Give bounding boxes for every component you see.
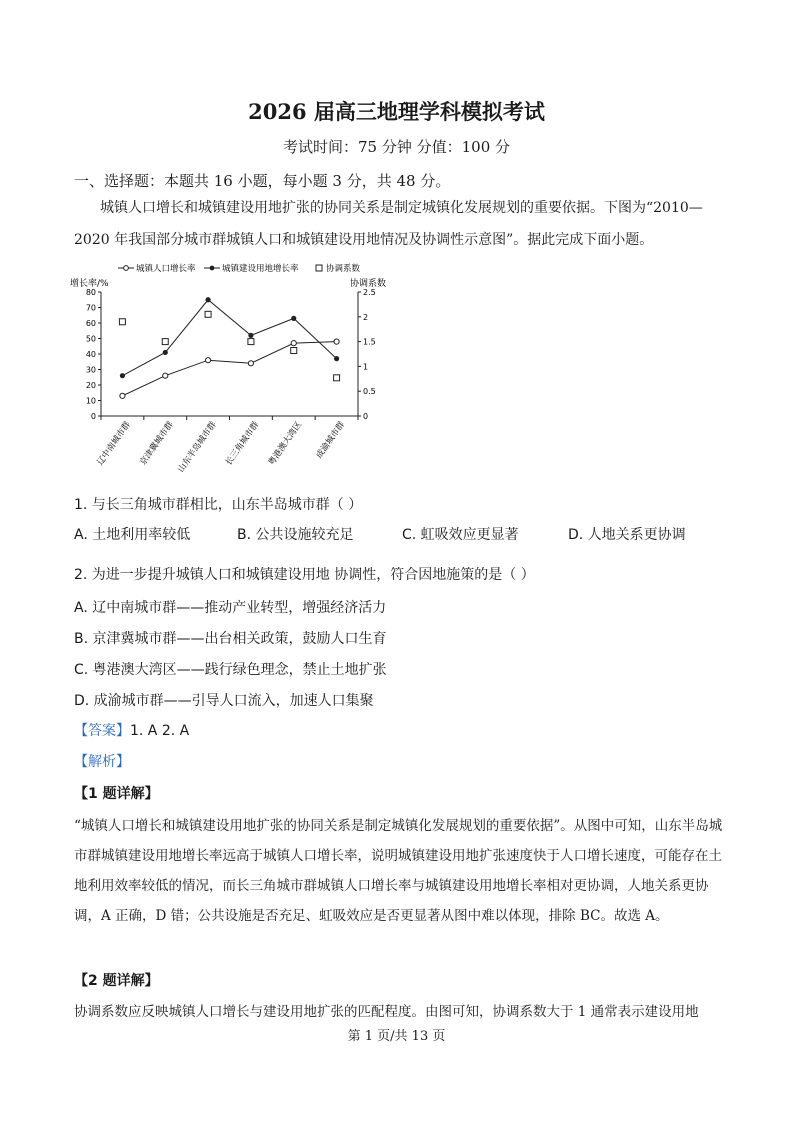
left-tick-label: 0: [90, 412, 96, 421]
exam-info: 考试时间：75 分钟 分值：100 分: [282, 138, 511, 156]
category-label: 粤港澳大湾区: [266, 419, 305, 468]
right-tick-label: 2: [363, 312, 369, 322]
legend-coordination-label: 协调系数: [326, 264, 361, 274]
q1-option-b: B. 公共设施较充足: [237, 527, 354, 543]
answer-line: [74, 720, 189, 740]
right-tick-label: 1.5: [363, 337, 376, 347]
category-label: 山东半岛城市群: [176, 419, 219, 475]
coordination-point: [119, 319, 125, 325]
right-tick-label: 0.5: [363, 387, 376, 397]
left-tick-label: 50: [85, 334, 96, 344]
land-growth-line: [122, 300, 336, 376]
category-label: 辽中南城市群: [95, 419, 133, 468]
chart-legend: [118, 263, 361, 274]
right-tick-label: 0: [363, 412, 369, 421]
chart-marks: [119, 297, 339, 398]
coordination-point: [334, 375, 340, 381]
detail-1-heading: 【1 题详解】: [74, 786, 159, 802]
legend-population-marker: [124, 266, 129, 271]
left-tick-label: 10: [85, 396, 96, 406]
category-label: 长三角城市群: [223, 419, 262, 468]
q2-option-c: C. 粤港澳大湾区——践行绿色理念，禁止土地扩张: [74, 662, 387, 678]
page-footer: 第 1 页/共 13 页: [347, 1029, 446, 1044]
land-growth-point: [291, 316, 296, 321]
urban-chart: [68, 256, 398, 476]
legend-population-label: 城镇人口增长率: [136, 264, 196, 274]
section-heading: 一、选择题：本题共 16 小题，每小题 3 分，共 48 分。: [74, 172, 451, 190]
coordination-point: [162, 339, 168, 345]
q1-option-d: D. 人地关系更协调: [568, 527, 686, 543]
chart-axes: [86, 288, 376, 474]
legend-land-label: 城镇建设用地增长率: [222, 264, 299, 274]
q2-option-a: A. 辽中南城市群——推动产业转型，增强经济活力: [74, 600, 387, 616]
land-growth-point: [248, 333, 253, 338]
answer-tag: 【答案】: [74, 723, 130, 739]
left-axis-label: 增长率/%: [70, 279, 109, 289]
coordination-point: [248, 339, 254, 345]
left-tick-label: 30: [85, 365, 96, 375]
q1-option-a: A. 土地利用率较低: [74, 527, 191, 543]
q2-stem: 2. 为进一步提升城镇人口和城镇建设用地 协调性，符合因地施策的是（ ）: [74, 567, 535, 583]
coordination-point: [291, 348, 297, 354]
population-growth-point: [120, 393, 125, 398]
population-growth-line: [122, 342, 336, 396]
detail-2-text: 协调系数应反映城镇人口增长与建设用地扩张的匹配程度。由图可知，协调系数大于 1 通常表示建设用地: [74, 1004, 699, 1020]
q2-option-b: B. 京津冀城市群——出台相关政策，鼓励人口生育: [74, 631, 387, 647]
land-growth-point: [163, 350, 168, 355]
left-tick-label: 20: [85, 381, 96, 390]
population-growth-point: [248, 361, 253, 366]
intro-line-1: 城镇人口增长和城镇建设用地扩张的协同关系是制定城镇化发展规划的重要依据。下图为“2010—: [100, 200, 703, 216]
right-axis-label: 协调系数: [350, 279, 387, 289]
category-label: 京津冀城市群: [138, 419, 176, 468]
left-tick-label: 40: [85, 350, 96, 359]
left-tick-label: 80: [85, 288, 96, 297]
analysis-tag: 【解析】: [74, 754, 130, 770]
legend-land-marker: [210, 266, 215, 271]
q1-stem: 1. 与长三角城市群相比，山东半岛城市群（ ）: [74, 497, 363, 513]
population-growth-point: [205, 358, 210, 363]
q2-option-d: D. 成渝城市群——引导人口流入，加速人口集聚: [74, 693, 374, 709]
exam-title: 2026 届高三地理学科模拟考试: [248, 99, 545, 124]
category-label: 成渝城市群: [314, 419, 348, 461]
coordination-point: [205, 311, 211, 317]
right-tick-label: 2.5: [363, 288, 376, 297]
detail-2-heading: 【2 题详解】: [74, 973, 159, 989]
land-growth-point: [205, 297, 210, 302]
left-tick-label: 60: [85, 319, 96, 328]
land-growth-point: [120, 373, 125, 378]
right-tick-label: 1: [363, 362, 369, 372]
population-growth-point: [334, 339, 339, 344]
detail-1-text: “城镇人口增长和城镇建设用地扩张的协同关系是制定城镇化发展规划的重要依据”。从图中可知，山东半岛城市群城镇建设用地增长率远高于城镇人口增长率，说明城镇建设用地扩张速度快于人口增长速度，可能存在土地利用效率较低的情况，而长三角城市群城镇人口增长率与城镇建设用地增长率相对更协调，人地关系更协调，A 正确，D 错；公共设施是否充足、虹吸效应是否更显著从图中难以体现，排除 BC。故选 A。: [74, 818, 723, 924]
left-tick-label: 70: [85, 303, 96, 313]
answer-text: 1. A 2. A: [130, 723, 190, 739]
intro-line-2: 2020 年我国部分城市群城镇人口和城镇建设用地情况及协调性示意图”。据此完成下面小题。: [74, 232, 654, 248]
legend-coordination-marker: [316, 265, 322, 271]
population-growth-point: [291, 341, 296, 346]
q1-option-c: C. 虹吸效应更显著: [402, 527, 519, 543]
population-growth-point: [163, 373, 168, 378]
land-growth-point: [334, 356, 339, 361]
